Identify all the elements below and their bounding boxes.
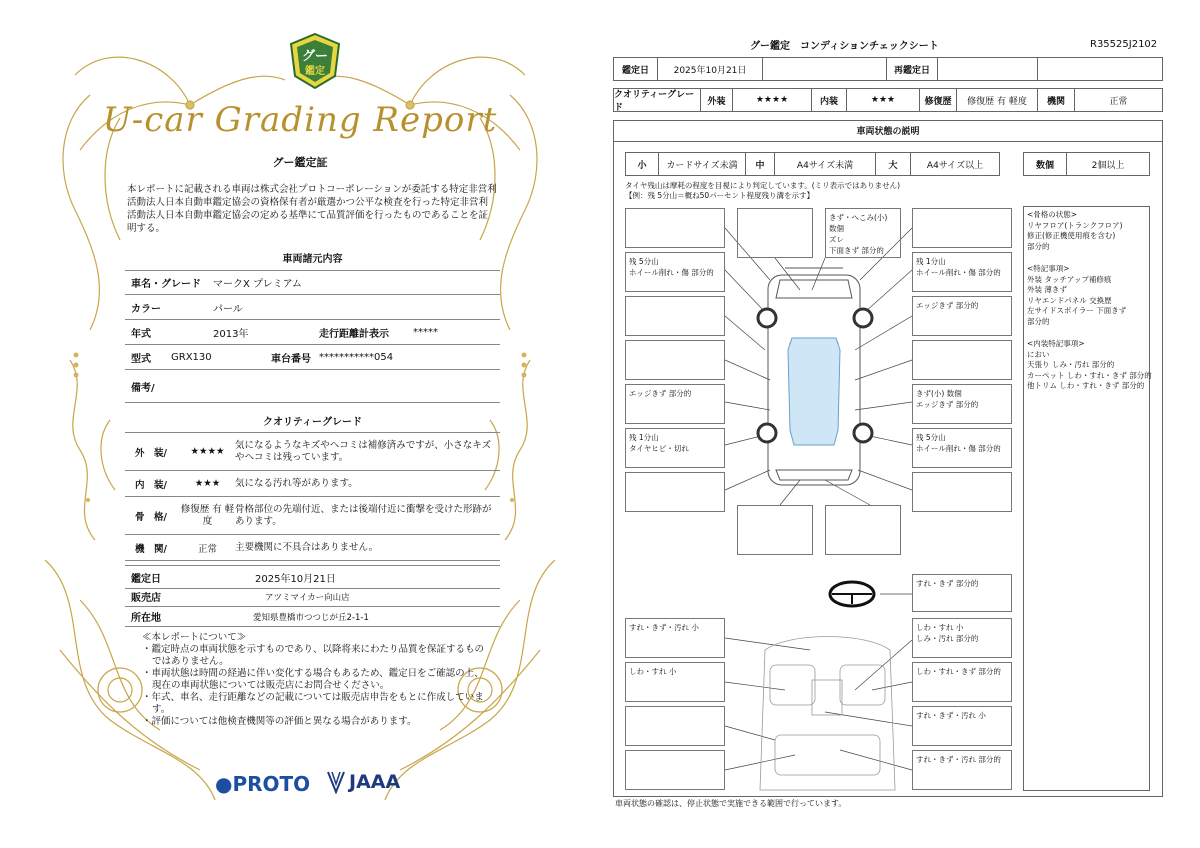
exterior-box-right-6: きず(小) 数個 エッジきず 部分的	[912, 384, 1012, 424]
grade-row-interior: 内 装/ ★★★ 気になる汚れ等があります。	[125, 471, 500, 497]
note-item: ・年式、車名、走行距離などの記載については販売店申告をもとに作成しています。	[142, 692, 484, 715]
exterior-box-right-1	[912, 208, 1012, 248]
script-title: U-car Grading Report	[102, 100, 498, 140]
car-model: GRX130	[171, 352, 212, 363]
date-label: 鑑定日	[613, 57, 658, 81]
car-year: 2013年	[213, 329, 249, 340]
int-value: ★★★	[846, 88, 920, 112]
exterior-box-right-8	[912, 472, 1012, 512]
grade-label: クオリティーグレード	[613, 88, 701, 112]
dealer-address: 愛知県豊橋市つつじが丘2-1-1	[253, 612, 369, 623]
row-dealer: 販売店 アツミマイカー向山店	[125, 587, 500, 607]
certificate-intro: 本レポートに記載される車両は株式会社プロトコーポレーションが委託する特定非営利活動法人日本自動車鑑定協会の資格保有者が厳選かつ公平な検査を行った特定非営利活動法人日本自動車鑑定協会の定める基準にて品質評価を行ったものであることを証明する。	[127, 184, 497, 234]
exterior-box-bottom-right	[825, 505, 901, 555]
size-count-label: 数個	[1023, 152, 1067, 176]
note-item: ・鑑定時点の車両状態を示すものであり、以降将来にわたり品質を保証するものではありません。	[142, 644, 485, 667]
interior-box-left-2: しわ・すれ 小	[625, 662, 725, 702]
interior-box-right-1: しわ・すれ 小 しみ・汚れ 部分的	[912, 618, 1012, 658]
goo-kantei-badge-icon	[287, 32, 343, 90]
jaaa-logo: JAAA	[326, 770, 400, 794]
size-mid-desc: A4サイズ未満	[774, 152, 876, 176]
tire-note: タイヤ残山は摩耗の程度を目視により判定しています。(ミリ表示ではありません)	[625, 181, 901, 190]
interior-box-left-1: すれ・きず・汚れ 小	[625, 618, 725, 658]
footer-note: 車両状態の確認は、停止状態で実施できる範囲で行っています。	[615, 799, 847, 808]
interior-box-right-3: すれ・きず・汚れ 小	[912, 706, 1012, 746]
report-notes: ≪本レポートについて≫ ・鑑定時点の車両状態を示すものであり、以降将来にわたり品質を保証するものではありません。 ・車両状態は時間の経過に伴い変化する場合もあるため、鑑定日をご確認の上、現在の車両状態については販売店にお問合せください。 ・年式、車名、走行距離などの記載については販売店申告をもとに作成しています。 ・評価については他検査機関等の評価と異なる場合があります。	[140, 632, 490, 728]
engine-label: 機関	[1037, 88, 1075, 112]
size-small-desc: カードサイズ未満	[658, 152, 746, 176]
row-appraisal-date: 鑑定日 2025年10月21日	[125, 565, 500, 589]
steering-wheel-icon	[830, 582, 874, 606]
exterior-box-right-7: 残 5分山 ホイール削れ・傷 部分的	[912, 428, 1012, 468]
interior-box-right-2: しわ・すれ・きず 部分的	[912, 662, 1012, 702]
note-item: ・評価については他検査機関等の評価と異なる場合があります。	[142, 716, 417, 727]
spec-row-year: 年式 2013年 走行距離計表示 *****	[125, 321, 500, 345]
repair-label: 修復歴	[919, 88, 957, 112]
exterior-box-left-4	[625, 340, 725, 380]
spec-row-name: 車名・グレード マークX プレミアム	[125, 271, 500, 295]
tire-example: 【例：残 5分山＝概ね50パーセント程度残り溝を示す】	[625, 191, 815, 200]
svg-text:鑑定: 鑑定	[305, 66, 325, 77]
spec-row-remarks: 備考/	[125, 371, 500, 403]
exterior-box-left-1	[625, 208, 725, 248]
size-small-label: 小	[625, 152, 659, 176]
car-name: マークX プレミアム	[213, 279, 302, 290]
appraisal-date: 2025年10月21日	[255, 573, 336, 585]
svg-text:グー: グー	[301, 49, 329, 64]
repair-value: 修復歴 有 軽度	[956, 88, 1038, 112]
redate-label: 再鑑定日	[886, 57, 938, 81]
spec-row-model: 型式 GRX130 車台番号 ***********054	[125, 346, 500, 370]
condition-title: 車両状態の説明	[613, 120, 1163, 142]
size-large-label: 大	[875, 152, 911, 176]
size-large-desc: A4サイズ以上	[910, 152, 1000, 176]
jaaa-mark-icon	[326, 770, 346, 794]
spec-row-color: カラー パール	[125, 296, 500, 320]
grade-row-frame: 骨 格/ 修復歴 有 軽度 骨格部位の先端付近、または後端付近に衝撃を受けた形跡があります。	[125, 497, 500, 535]
exterior-notes: <特記事項> 外装 タッチアップ補修痕 外装 薄きず リヤエンドパネル 交換歴 左サイドスポイラー 下面きず 部分的	[1027, 264, 1127, 326]
exterior-box-bottom-left	[737, 505, 813, 555]
interior-box-right-4: すれ・きず・汚れ 部分的	[912, 750, 1012, 790]
exterior-box-left-2: 残 5分山 ホイール削れ・傷 部分的	[625, 252, 725, 292]
car-color: パール	[213, 304, 243, 315]
ext-label: 外装	[700, 88, 733, 112]
interior-box-steering: すれ・きず 部分的	[912, 574, 1012, 612]
interior-notes: <内装特記事項> におい 天張り しみ・汚れ 部分的 カーペット しわ・すれ・きず 部分的 他トリム しわ・すれ・きず 部分的	[1027, 339, 1152, 390]
grade-row-engine: 機 関/ 正常 主要機関に不具合はありません。	[125, 535, 500, 561]
car-mileage: *****	[413, 327, 438, 338]
exterior-box-left-6: エッジきず 部分的	[625, 384, 725, 424]
ext-value: ★★★★	[732, 88, 812, 112]
exterior-box-right-3: エッジきず 部分的	[912, 296, 1012, 336]
date-value: 2025年10月21日	[657, 57, 763, 81]
interior-box-left-4	[625, 750, 725, 790]
grade-title: クオリティーグレード	[263, 417, 362, 428]
exterior-box-right-2: 残 1分山 ホイール削れ・傷 部分的	[912, 252, 1012, 292]
sheet-id: R35525J2102	[1090, 39, 1158, 50]
row-location: 所在地 愛知県豊橋市つつじが丘2-1-1	[125, 607, 500, 627]
size-mid-label: 中	[745, 152, 775, 176]
condition-check-sheet	[600, 0, 1200, 848]
note-item: ・車両状態は時間の経過に伴い変化する場合もあるため、鑑定日をご確認の上、現在の車両状態については販売店にお問合せください。	[142, 668, 484, 691]
exterior-box-left-7: 残 1分山 タイヤヒビ・切れ	[625, 428, 725, 468]
exterior-box-top-center: きず・へこみ(小) 数個 ズレ 下面きず 部分的	[825, 208, 901, 258]
engine-value: 正常	[1074, 88, 1163, 112]
int-label: 内装	[811, 88, 847, 112]
spec-title: 車両諸元内容	[282, 254, 343, 265]
size-count-desc: 2個以上	[1066, 152, 1150, 176]
proto-logo: ●PROTO	[215, 772, 311, 796]
exterior-box-right-4	[912, 340, 1012, 380]
grade-table	[125, 433, 500, 561]
dealer-name: アツミマイカー向山店	[265, 592, 350, 603]
special-notes	[1027, 210, 1163, 404]
exterior-box-left-8	[625, 472, 725, 512]
grade-row-exterior: 外 装/ ★★★★ 気になるようなキズやヘコミは補修済みですが、小さなキズやヘコミは残っています。	[125, 433, 500, 471]
exterior-box-left-3	[625, 296, 725, 336]
interior-box-left-3	[625, 706, 725, 746]
certificate-title: グー鑑定証	[272, 156, 328, 169]
exterior-box-top-left	[737, 208, 813, 258]
sheet-title: グー鑑定 コンディションチェックシート	[750, 41, 939, 52]
frame-notes: <骨格の状態> リヤフロア(トランクフロア) 修正(修正機使用痕を含む) 部分的	[1027, 210, 1123, 251]
car-chassis: ***********054	[319, 352, 394, 363]
